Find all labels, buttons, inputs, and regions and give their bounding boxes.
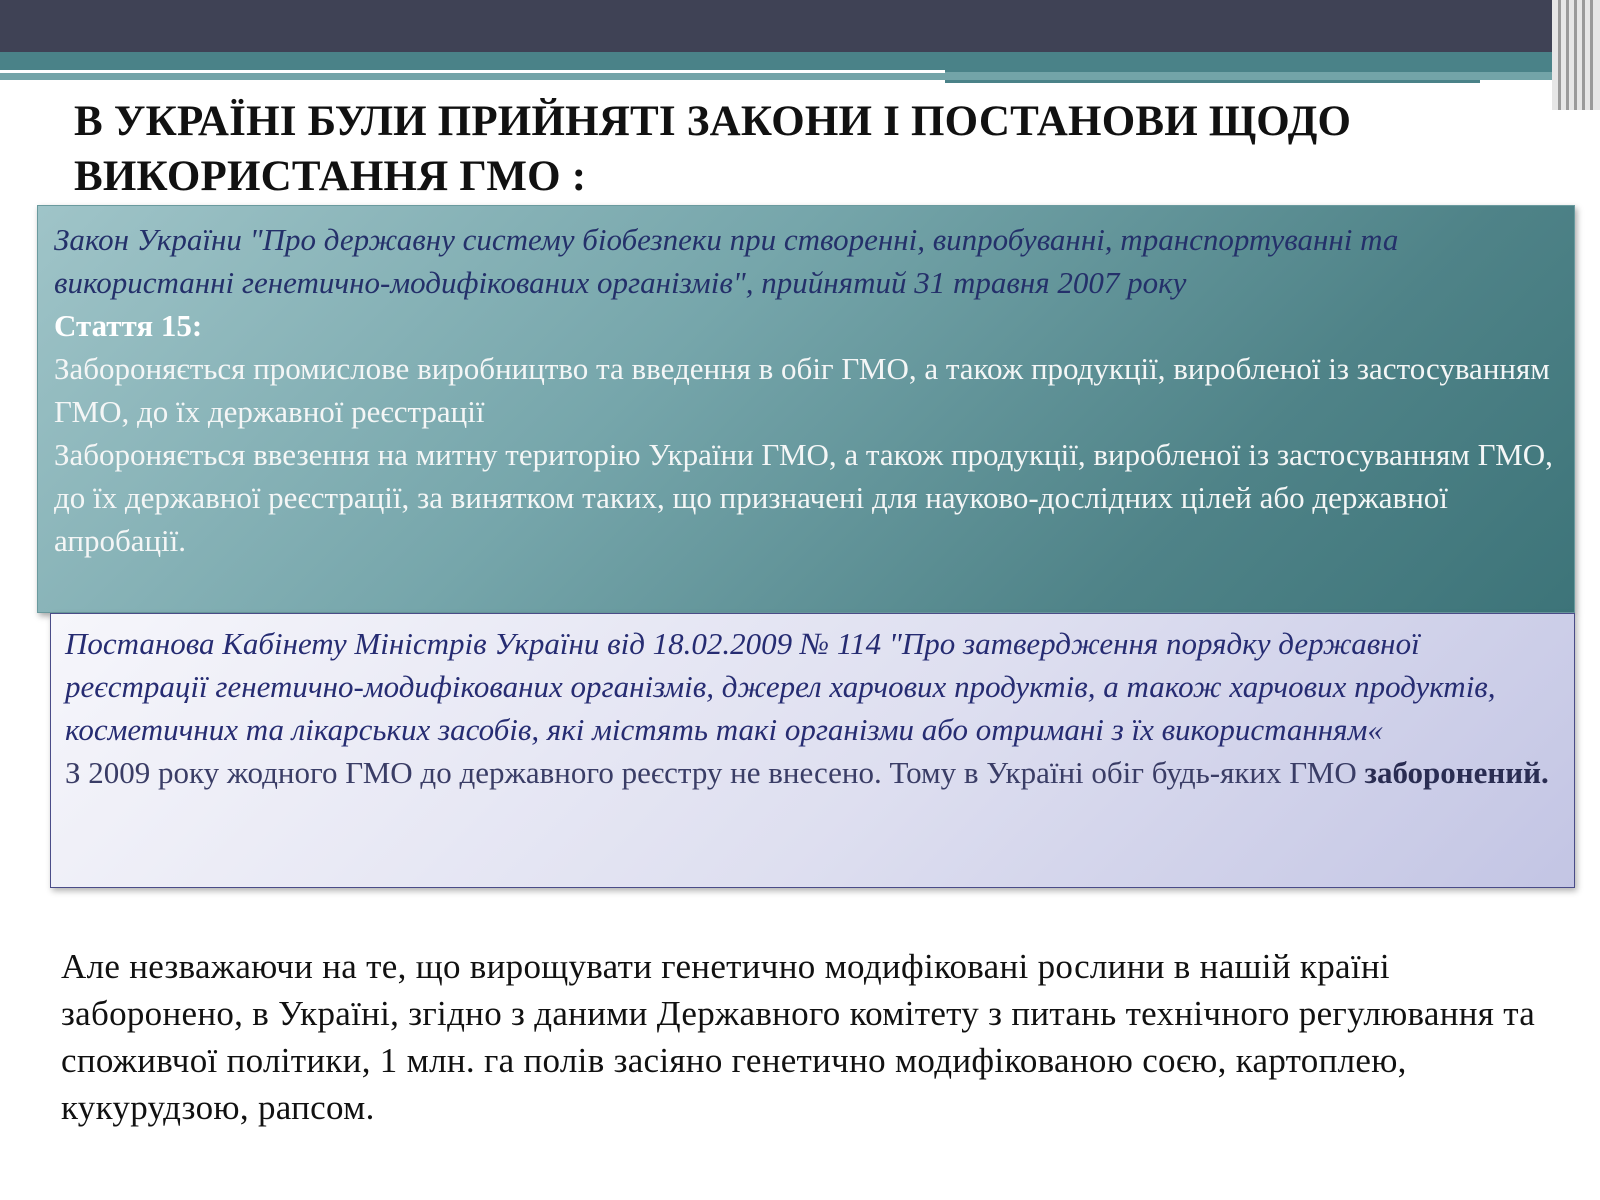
article-heading: Стаття 15: xyxy=(54,308,203,343)
corner-decoration xyxy=(1552,0,1600,110)
header-white-strip-left xyxy=(0,70,945,73)
resolution-statement xyxy=(65,751,1560,794)
law-paragraph-1: Забороняється промислове виробництво та введення в обіг ГМО, а також продукції, виробленої із застосуванням ГМО, до їх державної реєстрації xyxy=(54,351,1550,429)
slide-title: В УКРАЇНІ БУЛИ ПРИЙНЯТІ ЗАКОНИ І ПОСТАНОВИ ЩОДО ВИКОРИСТАННЯ ГМО : xyxy=(74,98,1352,200)
resolution-box xyxy=(50,613,1575,888)
header-teal-band xyxy=(0,52,1600,72)
header-white-strip-right xyxy=(945,84,1480,88)
resolution-title: Постанова Кабінету Міністрів України від 18.02.2009 № 114 "Про затвердження порядку державної реєстрації генетично-модифікованих організмів, джерел харчових продуктів, а також харчових продуктів, косметичних та лікарських засобів, які містять такі організми або отримані з їх використанням« xyxy=(65,626,1496,747)
header-dark-band xyxy=(0,0,1600,52)
header-strip-right-teal xyxy=(945,80,1480,83)
header-teal-band-lower xyxy=(0,72,1600,80)
footer-paragraph: Але незважаючи на те, що вирощувати генетично модифіковані рослини в нашій країні заборонено, в Україні, згідно з даними Державного комітету з питань технічного регулювання та споживчої політики, 1 млн. га полів засіяно генетично модифікованою соєю, картоплею, кукурудзою, рапсом. xyxy=(61,947,1536,1127)
statement-text: З 2009 року жодного ГМО до державного реєстру не внесено. Тому в Україні обіг будь-яких ГМО xyxy=(65,755,1357,790)
law-box xyxy=(37,205,1575,613)
statement-bold: заборонений. xyxy=(1364,755,1549,790)
law-title: Закон України "Про державну систему біобезпеки при створенні, випробуванні, транспортуванні та використанні генетично-модифікованих організмів", прийнятий 31 травня 2007 року xyxy=(54,222,1399,300)
law-paragraph-2: Забороняється ввезення на митну територію України ГМО, а також продукції, виробленої із застосуванням ГМО, до їх державної реєстрації, за винятком таких, що призначені для науково-дослідних цілей або державної апробації. xyxy=(54,437,1553,558)
